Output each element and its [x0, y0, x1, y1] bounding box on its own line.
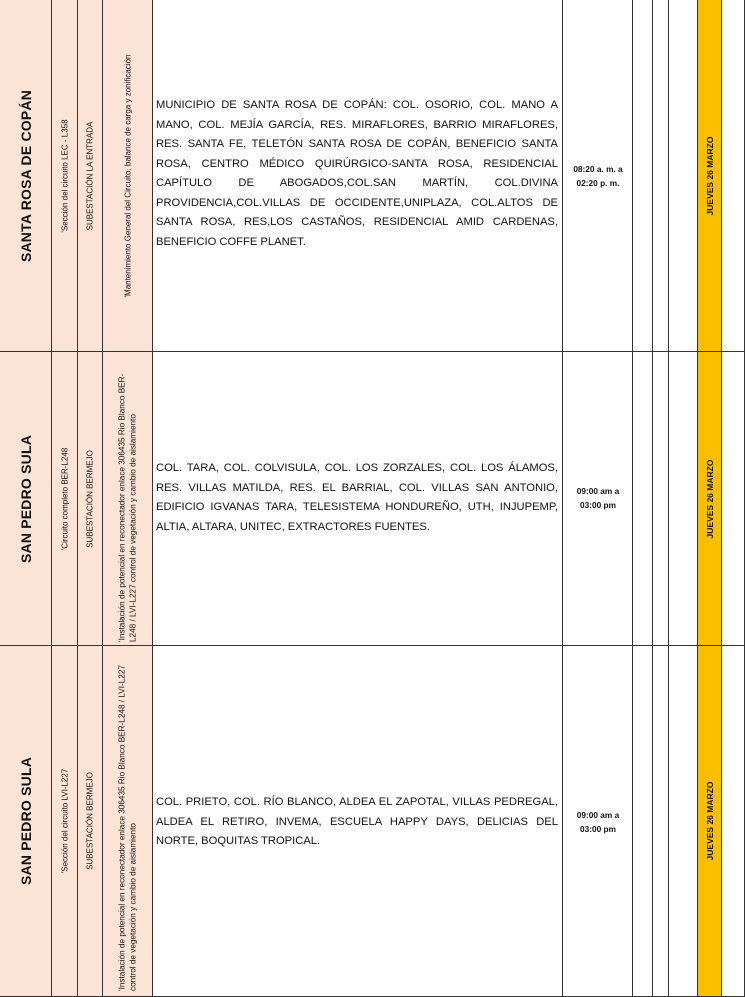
time-range	[566, 162, 630, 190]
city-cell	[0, 352, 52, 646]
substation-label: SUBESTACIÓN LA ENTRADA	[85, 121, 95, 230]
empty-cell	[722, 646, 745, 997]
city-name: SAN PEDRO SULA	[17, 434, 34, 563]
time-range	[566, 808, 630, 836]
day-label: JUEVES 26 MARZO	[704, 781, 715, 861]
circuit-cell	[52, 646, 78, 997]
circuit-label: 'Circuito completo BER-L248	[60, 447, 69, 550]
time-end: 03:00 pm	[580, 824, 616, 834]
affected-sectors: COL. PRIETO, COL. RÍO BLANCO, ALDEA EL ZAPOTAL, VILLAS PEDREGAL, ALDEA EL RETIRO, INVEMA, ESCUELA HAPPY DAYS, DELICIAS DEL NORTE, BOQUITAS TROPICAL.	[156, 796, 558, 847]
circuit-cell	[52, 0, 78, 352]
day-cell	[698, 646, 722, 997]
day-label: JUEVES 26 MARZO	[704, 136, 715, 215]
circuit-label: 'Sección del circuito LVI-L227	[60, 768, 69, 874]
empty-cell	[722, 0, 745, 352]
empty-cell	[653, 0, 669, 352]
empty-cell	[669, 646, 698, 997]
work-cell	[103, 0, 153, 352]
substation-label: SUBESTACIÓN BERMEJO	[85, 449, 95, 548]
work-description: 'Instalación de potencial en reconectador enlace 306435 Rio Blanco BER-L248 / LVI-L227 control de vegetación y cambio de aislamiento	[117, 373, 137, 642]
time-start: 08:20 a. m. a	[573, 164, 623, 174]
work-cell	[103, 646, 153, 997]
affected-sectors: MUNICIPIO DE SANTA ROSA DE COPÁN: COL. OSORIO, COL. MANO A MANO, COL. MEJÍA GARCÍA, RES. MIRAFLORES, BARRIO MIRAFLORES, RES. SANTA FE, TELETÓN SANTA ROSA DE COPÁN, BENEFICIO SANTA ROSA, CENTRO MÉDICO QUIRÚRGICO-SANTA ROSA, RESIDENCIAL CAPÍTULO DE ABOGADOS,COL.SAN MARTÍN, COL.DIVINA PROVIDENCIA,COL.VILLAS DE OCCIDENTE,UNIPLAZA, COL.ALTOS DE SANTA ROSA, RES,LOS CASTAÑOS, RESIDENCIAL AMID CARDENAS, BENEFICIO COFFE PLANET.	[156, 99, 558, 248]
empty-cell	[669, 0, 698, 352]
work-cell	[103, 352, 153, 646]
empty-cell	[653, 646, 669, 997]
day-label: JUEVES 26 MARZO	[704, 459, 715, 538]
time-end: 03:00 pm	[580, 500, 616, 510]
time-range	[566, 484, 630, 512]
city-name: SAN PEDRO SULA	[17, 756, 34, 886]
circuit-cell	[52, 352, 78, 646]
day-cell	[698, 352, 722, 646]
empty-cell	[633, 646, 653, 997]
time-end: 02:20 p. m.	[576, 178, 620, 188]
substation-cell	[78, 0, 103, 352]
substation-cell	[78, 646, 103, 997]
empty-cell	[633, 0, 653, 352]
work-description: 'Mantenimiento General del Circuito, balance de carga y zonificación	[123, 54, 132, 297]
empty-cell	[669, 352, 698, 646]
substation-cell	[78, 352, 103, 646]
time-start: 09:00 am a	[576, 486, 620, 496]
city-cell	[0, 0, 52, 352]
time-start: 09:00 am a	[576, 810, 620, 820]
empty-cell	[633, 352, 653, 646]
empty-cell	[653, 352, 669, 646]
empty-cell	[722, 352, 745, 646]
substation-label: SUBESTACIÓN BERMEJO	[85, 772, 95, 870]
affected-sectors: COL. TARA, COL. COLVISULA, COL. LOS ZORZALES, COL. LOS ÁLAMOS, RES. VILLAS MATILDA, RES. EL BARRIAL, COL. VILLAS SAN ANTONIO, EDIFICIO IGVANAS TARA, TELESISTEMA HONDUREÑO, UTH, INJUPEMP, ALTIA, ALTARA, UNITEC, EXTRACTORES FUENTES.	[156, 462, 558, 533]
day-cell	[698, 0, 722, 352]
work-description: 'Instalación de potencial en reconectador enlace 306435 Rio Blanco BER-L248 / LVI-L227 control de vegetación y cambio de aislamiento	[117, 665, 137, 991]
circuit-label: 'Sección del circuito LEC - L358	[60, 118, 69, 233]
city-cell	[0, 646, 52, 997]
city-name: SANTA ROSA DE COPÁN	[17, 89, 34, 262]
